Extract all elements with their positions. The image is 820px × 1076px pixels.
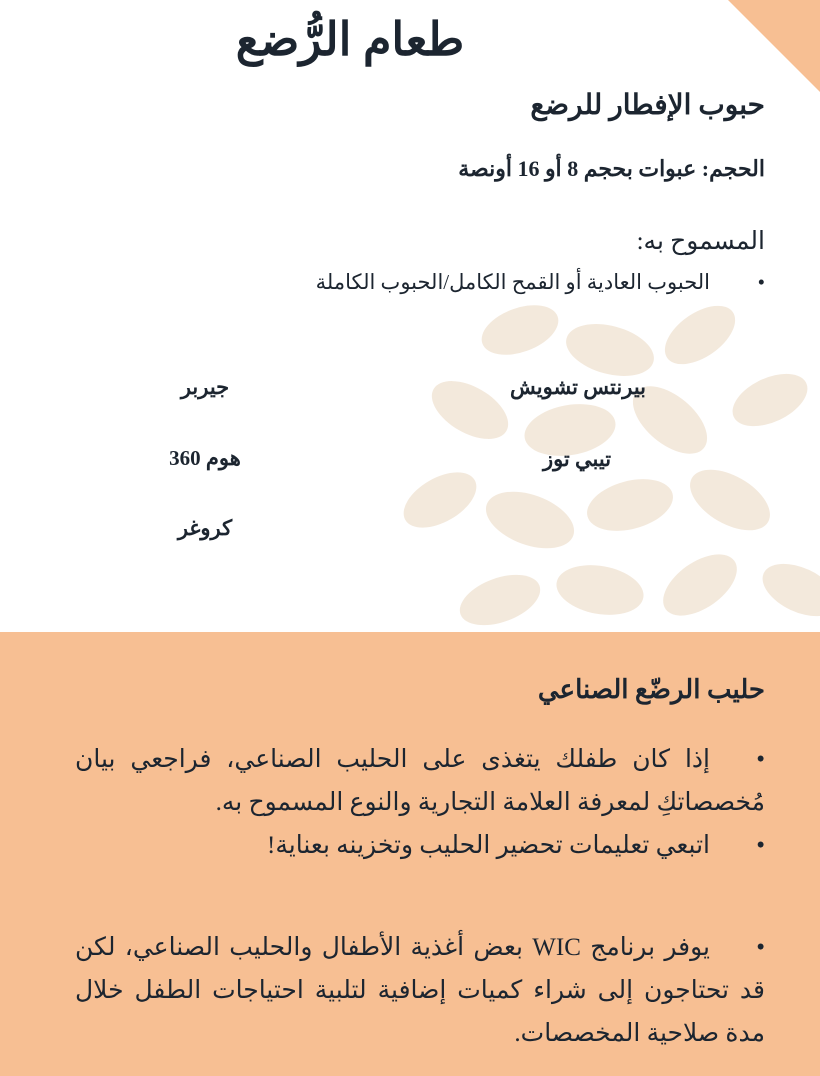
bullet-icon: •: [757, 270, 765, 294]
formula-bullet-text: إذا كان طفلك يتغذى على الحليب الصناعي، فراجعي بيان مُخصصاتكِ لمعرفة العلامة التجارية والنوع المسموح به.: [75, 746, 765, 816]
formula-bullet: [75, 926, 765, 1055]
cereal-heading: حبوب الإفطار للرضع: [530, 90, 765, 121]
brand-name: جيربر: [180, 375, 230, 399]
brand-name: تيبي توز: [542, 447, 612, 471]
allowed-item: [316, 270, 765, 295]
bullet-icon: •: [756, 934, 765, 961]
formula-bullet-text: اتبعي تعليمات تحضير الحليب وتخزينه بعناية!: [267, 832, 710, 859]
allowed-label: المسموح به:: [636, 228, 765, 255]
formula-bullet: [75, 738, 765, 824]
brand-name: هوم 360: [169, 446, 241, 470]
page-title: طعام الرُّضع: [235, 14, 465, 65]
allowed-item-text: الحبوب العادية أو القمح الكامل/الحبوب الكاملة: [315, 270, 710, 294]
brand-name: كروغر: [177, 516, 233, 540]
formula-bullet: [75, 824, 765, 867]
corner-decoration: [728, 0, 820, 92]
formula-bullet-text: يوفر برنامج WIC بعض أغذية الأطفال والحليب الصناعي، لكن قد تحتاجون إلى شراء كميات إضافية لتلبية احتياجات الطفل خلال مدة صلاحية المخصصات.: [75, 934, 765, 1047]
formula-heading: حليب الرضّع الصناعي: [537, 675, 765, 704]
bullet-icon: •: [756, 832, 765, 859]
brand-name: بيرنتس تشويش: [509, 375, 647, 399]
bullet-icon: •: [756, 746, 765, 773]
cereal-size: الحجم: عبوات بحجم 8 أو 16 أونصة: [458, 156, 765, 181]
